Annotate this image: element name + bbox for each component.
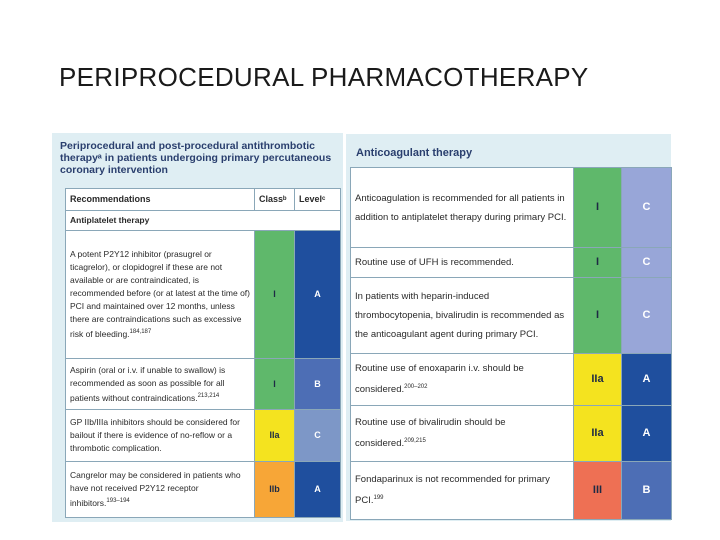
anticoagulant-table-wrap (350, 167, 671, 519)
antiplatelet-section-label: Antiplatelet therapy (66, 211, 341, 231)
level-cell: C (622, 248, 672, 278)
table-row (351, 278, 672, 354)
table-header-row (66, 189, 341, 211)
recommendation-text: Routine use of bivalirudin should be considered.$^{209,215}$ (351, 406, 574, 462)
table-row (66, 461, 341, 517)
class-cell: I (574, 248, 622, 278)
table-row (66, 359, 341, 409)
antithrombotic-heading: Periprocedural and post-procedural antithrombotic therapyᵃ in patients undergoing primary percutaneous coronary intervention (60, 140, 332, 176)
level-cell: C (295, 409, 341, 461)
level-cell: B (622, 462, 672, 520)
anticoagulant-table (350, 167, 672, 520)
recommendation-text: Routine use of UFH is recommended. (351, 248, 574, 278)
reference-superscript: 199 (373, 495, 384, 502)
level-cell: A (295, 231, 341, 359)
recommendation-text: Fondaparinux is not recommended for primary PCI.$^{199}$ (351, 462, 574, 520)
reference-superscript: 200–202 (404, 384, 428, 391)
reference-superscript: 193–194 (106, 497, 130, 504)
recommendation-text: Cangrelor may be considered in patients who have not received P2Y12 receptor inhibitors.$^{193-194}$ (66, 461, 255, 517)
anticoagulant-heading: Anticoagulant therapy (356, 147, 473, 159)
table-row (66, 231, 341, 359)
recommendation-text: GP IIb/IIIa inhibitors should be considered for bailout if there is evidence of no-reflow or a thrombotic complication. (66, 409, 255, 461)
level-cell: C (622, 278, 672, 354)
table-row (351, 168, 672, 248)
level-cell: C (622, 168, 672, 248)
level-cell: A (295, 461, 341, 517)
class-cell: I (255, 359, 295, 409)
anticoagulant-panel (346, 134, 671, 521)
recommendation-text: In patients with heparin-induced thrombocytopenia, bivalirudin is recommended as the anticoagulant agent during primary PCI. (351, 278, 574, 354)
slide-title: PERIPROCEDURAL PHARMACOTHERAPY (59, 62, 589, 92)
level-cell: A (622, 354, 672, 406)
class-cell: III (574, 462, 622, 520)
class-cell: IIa (255, 409, 295, 461)
reference-superscript: 209,215 (404, 438, 426, 445)
table-row (351, 406, 672, 462)
class-header: Classᵇ (255, 189, 295, 211)
class-cell: I (574, 168, 622, 248)
level-header: Levelᶜ (295, 189, 341, 211)
recommendation-text: Anticoagulation is recommended for all patients in addition to antiplatelet therapy during primary PCI. (351, 168, 574, 248)
antithrombotic-panel (52, 133, 343, 522)
class-cell: I (574, 278, 622, 354)
table-row (351, 462, 672, 520)
class-cell: IIb (255, 461, 295, 517)
class-cell: IIa (574, 406, 622, 462)
table-row (351, 248, 672, 278)
reference-superscript: 184,187 (129, 329, 152, 336)
table-row (351, 354, 672, 406)
class-cell: IIa (574, 354, 622, 406)
antiplatelet-table-wrap (65, 188, 340, 518)
recommendation-text: A potent P2Y12 inhibitor (prasugrel or ticagrelor), or clopidogrel if these are not available or are contraindicated, is recommended before (or at latest at the time of) PCI and maintained over 12 months, unless there are contraindications such as excessive risk of bleeding.$^{184,187}$ (66, 231, 255, 359)
level-cell: B (295, 359, 341, 409)
section-row (66, 211, 341, 231)
recommendation-text: Routine use of enoxaparin i.v. should be considered.$^{200-202}$ (351, 354, 574, 406)
class-cell: I (255, 231, 295, 359)
table-row (66, 409, 341, 461)
recommendations-header: Recommendations (66, 189, 255, 211)
reference-superscript: 213,214 (197, 392, 220, 399)
antiplatelet-table (65, 188, 341, 518)
level-cell: A (622, 406, 672, 462)
recommendation-text: Aspirin (oral or i.v. if unable to swallow) is recommended as soon as possible for all patients without contraindications.$^{213,214}$ (66, 359, 255, 409)
